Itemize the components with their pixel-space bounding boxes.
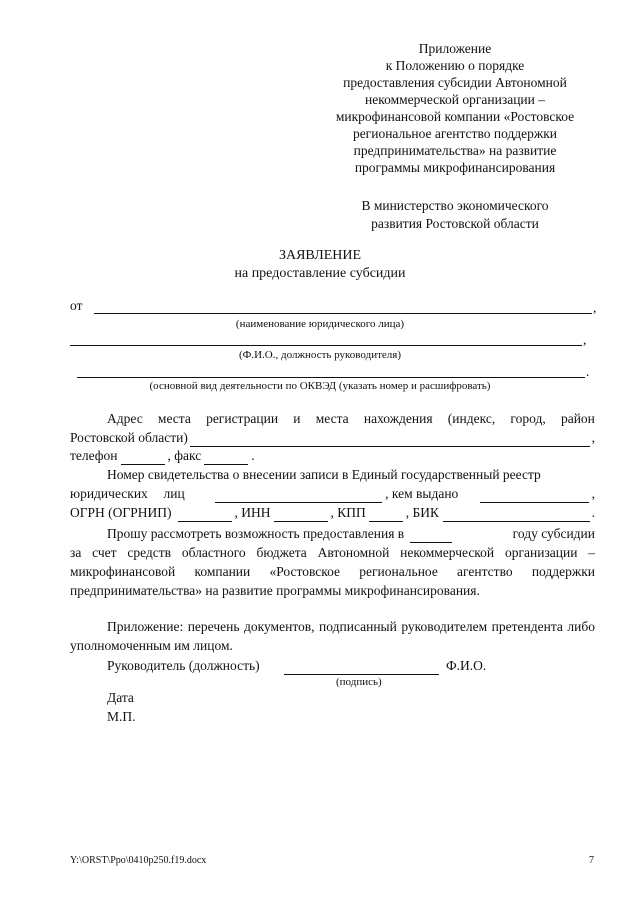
appendix-line: предпринимательства» на развитие [353,143,557,158]
inn-label: , ИНН [234,505,271,520]
fio-label: Ф.И.О. [446,658,487,673]
kpp-label: , КПП [330,505,366,520]
address-line-2 [70,429,595,447]
issued-by-field[interactable] [480,489,588,503]
appendix-line: программы микрофинансирования [354,160,556,175]
request-paragraph [70,524,595,600]
title-sub: на предоставление субсидии [234,266,406,281]
certificate-number-field[interactable] [215,489,382,503]
legal-entities-line [70,485,595,503]
caption-okved: (основной вид деятельности по ОКВЭД (указать номер и расшифровать) [149,380,491,392]
stamp-label: М.П. [107,709,136,724]
head-position-label: Руководитель (должность) [107,658,260,673]
appendix-line: региональное агентство поддержки [352,126,558,141]
period: . [251,448,255,463]
addressee-line: В министерство экономического [361,198,549,213]
attachment-paragraph [70,617,595,655]
request-text: году субсидии [512,526,595,541]
comma: , [591,486,595,501]
comma: , [583,332,587,347]
comma: , [591,430,595,445]
period: . [591,505,595,520]
phone-line [70,447,595,465]
request-text: Прошу рассмотреть возможность предоставления в [107,526,405,541]
address-word: район [560,411,595,426]
bik-label: , БИК [405,505,440,520]
address-word: регистрации [206,411,279,426]
date-label: Дата [107,690,134,705]
legal-word: лиц [163,486,185,501]
inn-field[interactable] [274,508,328,522]
address-word: город, [510,411,546,426]
bik-field[interactable] [443,508,590,522]
appendix-header [300,40,610,176]
address-line-1 [70,410,595,428]
appendix-line: к Положению о порядке [385,58,525,73]
caption-org-name: (наименование юридического лица) [235,318,405,330]
issued-by-label: , кем выдано [385,486,459,501]
addressee-block [300,197,610,232]
file-path: Y:\ORST\Ppo\0410p250.f19.docx [70,855,207,866]
org-name-field[interactable] [94,313,592,314]
fax-field[interactable] [204,451,248,465]
address-word: нахождения [363,411,433,426]
fax-label: , факс [167,448,202,463]
region-label: Ростовской области) [70,430,188,445]
register-line [70,466,595,484]
caption-head-name: (Ф.И.О., должность руководителя) [239,349,401,361]
caption-signature: (подпись) [336,676,382,688]
title-main: ЗАЯВЛЕНИЕ [278,248,362,263]
head-name-field[interactable] [70,345,582,346]
request-text: за счет средств областного бюджета Автономной некоммерческой организации – микрофинансовой компании «Ростовское региональное агентство поддержки предпринимательства» на развитие программы микрофинансирования. [70,545,595,598]
phone-label: телефон [70,448,118,463]
phone-field[interactable] [121,451,165,465]
address-word: и [293,411,301,426]
document-title [0,247,640,283]
kpp-field[interactable] [369,508,403,522]
page-number: 7 [589,855,594,866]
addressee-line: развития Ростовской области [371,215,539,231]
okved-field[interactable] [77,377,585,378]
comma: , [593,300,597,315]
address-field[interactable] [190,433,590,447]
from-label: от [70,298,83,313]
ogrn-field[interactable] [178,508,232,522]
address-word: Адрес [107,411,143,426]
request-first-line [70,524,595,543]
register-text: Номер свидетельства о внесении записи в Единый государственный реестр [107,467,541,482]
appendix-line: Приложение [418,41,492,56]
attachment-text: Приложение: перечень документов, подписанный руководителем претендента либо уполномоченным им лицом. [70,619,595,653]
ids-line [70,504,595,522]
appendix-line: микрофинансовой компании «Ростовское [335,109,575,124]
appendix-line: предоставления субсидии Автономной [343,75,567,90]
year-field[interactable] [410,529,452,543]
appendix-line: некоммерческой организации – [364,92,545,107]
address-word: места [315,411,349,426]
period: . [586,364,590,379]
address-word: (индекс, [447,411,496,426]
signature-field[interactable] [284,674,439,675]
legal-word: юридических [70,486,148,501]
ogrn-label: ОГРН (ОГРНИП) [70,505,172,520]
address-word: места [157,411,191,426]
